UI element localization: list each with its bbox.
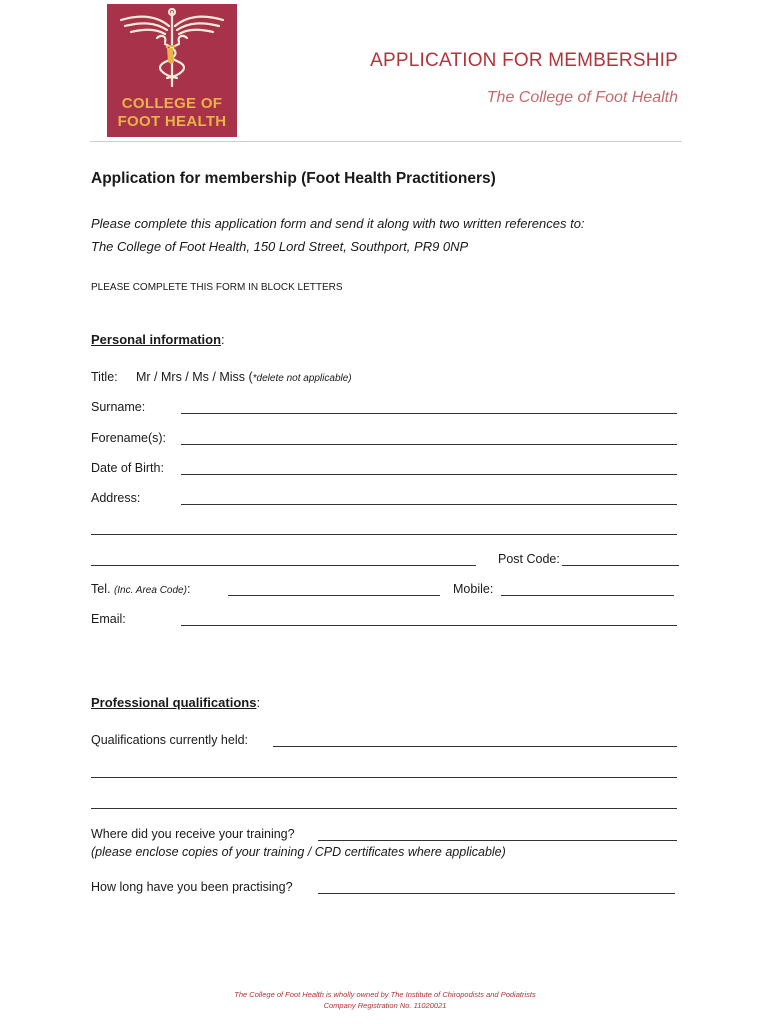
document-title: APPLICATION FOR MEMBERSHIP [370,50,678,71]
personal-info-heading-colon: : [221,332,225,347]
qualifications-field-line2[interactable] [91,777,677,778]
qualifications-label: Qualifications currently held: [91,733,249,747]
mobile-field[interactable] [501,595,674,596]
professional-heading [91,695,260,710]
tel-label-note: (Inc. Area Code) [113,585,187,596]
mobile-label: Mobile: [453,582,494,596]
address-field-line2[interactable] [91,534,677,535]
title-options-text: Mr / Mrs / Ms / Miss ( [136,370,253,384]
college-logo [107,4,237,137]
block-letters-note: PLEASE COMPLETE THIS FORM IN BLOCK LETTERS [91,282,343,293]
email-label: Email: [91,612,126,626]
address-label: Address: [91,491,141,505]
training-field[interactable] [318,840,677,841]
qualifications-field-line3[interactable] [91,808,677,809]
instruction-line-2: The College of Foot Health, 150 Lord Street, Southport, PR9 0NP [91,239,469,254]
dob-label: Date of Birth: [91,461,164,475]
instruction-line-1: Please complete this application form and send it along with two written references to: [91,216,585,231]
surname-label: Surname: [91,400,146,414]
email-field[interactable] [181,625,677,626]
tel-label-colon: : [186,582,191,596]
title-label: Title: [91,370,118,384]
logo-text-line2: FOOT HEALTH [117,113,227,130]
personal-info-heading-text: Personal information [91,332,222,347]
title-options[interactable] [136,370,352,384]
training-note: (please enclose copies of your training / CPD certificates where applicable) [91,845,506,859]
surname-field[interactable] [181,413,677,414]
form-heading: Application for membership (Foot Health Practitioners) [91,170,496,187]
professional-heading-text: Professional qualifications [91,695,257,710]
forenames-field[interactable] [181,444,677,445]
address-field-line1[interactable] [181,504,677,505]
practising-label: How long have you been practising? [91,880,293,894]
logo-text-line1: COLLEGE OF [121,95,223,112]
caduceus-with-foot-icon [107,4,237,94]
header-divider [90,141,682,142]
postcode-field[interactable] [562,565,679,566]
practising-field[interactable] [318,893,675,894]
tel-label [91,582,190,596]
tel-label-text: Tel. [91,582,111,596]
personal-info-heading [91,332,225,347]
document-subtitle: The College of Foot Health [486,89,678,106]
tel-field[interactable] [228,595,440,596]
footer-ownership: The College of Foot Health is wholly owned by The Institute of Chiropodists and Podiatrists [234,990,536,999]
postcode-label: Post Code: [498,552,560,566]
address-field-line3[interactable] [91,565,476,566]
professional-heading-colon: : [256,695,261,710]
training-label: Where did you receive your training? [91,827,295,841]
qualifications-field-line1[interactable] [273,746,677,747]
forenames-label: Forename(s): [91,431,167,445]
dob-field[interactable] [181,474,677,475]
title-options-note: *delete not applicable) [252,373,352,384]
footer-company-reg: Company Registration No. 11020021 [323,1001,447,1010]
